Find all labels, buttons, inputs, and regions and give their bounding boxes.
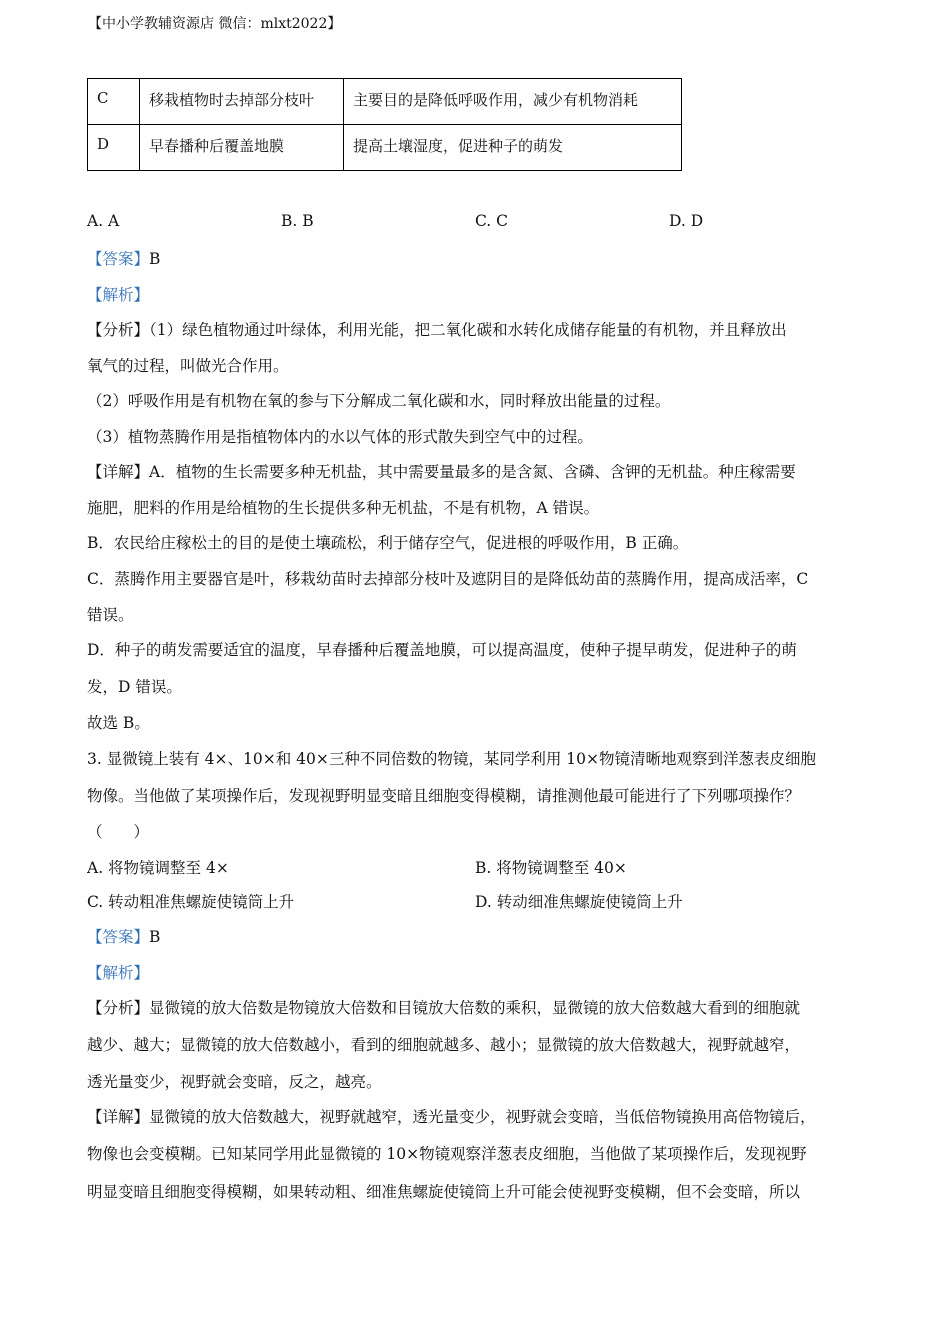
q3-analysis-line: 透光量变少，视野就会变暗，反之，越亮。 — [87, 1073, 382, 1091]
q2-analysis-tag: 【解析】 — [87, 286, 150, 304]
q2-choice-a: A. A — [87, 212, 120, 230]
q2-answer — [87, 247, 160, 269]
q3-analysis-tag: 【解析】 — [87, 964, 150, 982]
q2-choice-c: C. C — [475, 212, 509, 230]
q2-detail-line: D．种子的萌发需要适宜的温度，早春播种后覆盖地膜，可以提高温度，使种子提早萌发，促进种子的萌 — [87, 641, 797, 659]
table-cell-measure: 移栽植物时去掉部分枝叶 — [140, 79, 344, 125]
q2-analysis-line: （2）呼吸作用是有机物在氧的参与下分解成二氧化碳和水，同时释放出能量的过程。 — [87, 392, 671, 410]
q3-answer — [87, 925, 160, 947]
answer-value: B — [149, 250, 161, 268]
answer-value: B — [149, 928, 161, 946]
q2-detail-line: 【详解】A．植物的生长需要多种无机盐，其中需要量最多的是含氮、含磷、含钾的无机盐。种庄稼需要 — [87, 463, 796, 481]
q3-choice-c: C. 转动粗准焦螺旋使镜筒上升 — [87, 893, 295, 911]
q2-analysis-line: 氧气的过程，叫做光合作用。 — [87, 357, 289, 375]
q3-choice-a: A. 将物镜调整至 4× — [87, 859, 229, 877]
table-cell-option: C — [88, 79, 140, 125]
q3-analysis-line: 【分析】显微镜的放大倍数是物镜放大倍数和目镜放大倍数的乘积，显微镜的放大倍数越大看到的细胞就 — [87, 999, 801, 1017]
table-cell-purpose: 主要目的是降低呼吸作用，减少有机物消耗 — [344, 79, 682, 125]
q3-choice-b: B. 将物镜调整至 40× — [475, 859, 627, 877]
q2-detail-line: 施肥，肥料的作用是给植物的生长提供多种无机盐，不是有机物，A 错误。 — [87, 499, 600, 517]
q3-detail-line: 物像也会变模糊。已知某同学用此显微镜的 10×物镜观察洋葱表皮细胞，当他做了某项操作后，发现视野 — [87, 1145, 807, 1163]
q3-stem-line: 物像。当他做了某项操作后，发现视野明显变暗且细胞变得模糊，请推测他最可能进行了下列哪项操作？ — [87, 787, 801, 805]
table-cell-measure: 早春播种后覆盖地膜 — [140, 125, 344, 171]
q2-detail-line: 错误。 — [87, 606, 134, 624]
q3-stem-line: 3. 显微镜上装有 4×、10×和 40×三种不同倍数的物镜，某同学利用 10×物镜清晰地观察到洋葱表皮细胞 — [87, 750, 816, 768]
q2-analysis-line: （3）植物蒸腾作用是指植物体内的水以气体的形式散失到空气中的过程。 — [87, 428, 593, 446]
q3-analysis-line: 越少、越大；显微镜的放大倍数越小，看到的细胞就越多、越小；显微镜的放大倍数越大，视野就越窄， — [87, 1036, 801, 1054]
table-row — [88, 125, 682, 171]
q3-detail-line: 【详解】显微镜的放大倍数越大，视野就越窄，透光量变少，视野就会变暗，当低倍物镜换用高倍物镜后， — [87, 1108, 816, 1126]
q2-choice-d: D. D — [669, 212, 704, 230]
options-table — [87, 78, 682, 171]
q2-detail-line: B．农民给庄稼松土的目的是使土壤疏松，利于储存空气，促进根的呼吸作用，B 正确。 — [87, 534, 689, 552]
table-row — [88, 79, 682, 125]
q2-detail-line: C．蒸腾作用主要器官是叶，移栽幼苗时去掉部分枝叶及遮阴目的是降低幼苗的蒸腾作用，提高成活率，C — [87, 570, 809, 588]
table-cell-option: D — [88, 125, 140, 171]
q3-stem-line: （ ） — [87, 823, 150, 841]
q2-analysis-line: 【分析】（1）绿色植物通过叶绿体，利用光能，把二氧化碳和水转化成储存能量的有机物，并且释放出 — [87, 321, 787, 339]
table-cell-purpose: 提高土壤湿度，促进种子的萌发 — [344, 125, 682, 171]
answer-tag: 【答案】 — [87, 928, 150, 946]
page-header: 【中小学教辅资源店 微信：mlxt2022】 — [88, 16, 342, 32]
answer-tag: 【答案】 — [87, 250, 150, 268]
q2-detail-line: 发，D 错误。 — [87, 678, 182, 696]
q2-conclusion: 故选 B。 — [87, 714, 150, 732]
q2-choice-b: B. B — [281, 212, 314, 230]
q3-choice-d: D. 转动细准焦螺旋使镜筒上升 — [475, 893, 683, 911]
q3-detail-line: 明显变暗且细胞变得模糊，如果转动粗、细准焦螺旋使镜筒上升可能会使视野变模糊，但不会变暗，所以 — [87, 1183, 801, 1201]
